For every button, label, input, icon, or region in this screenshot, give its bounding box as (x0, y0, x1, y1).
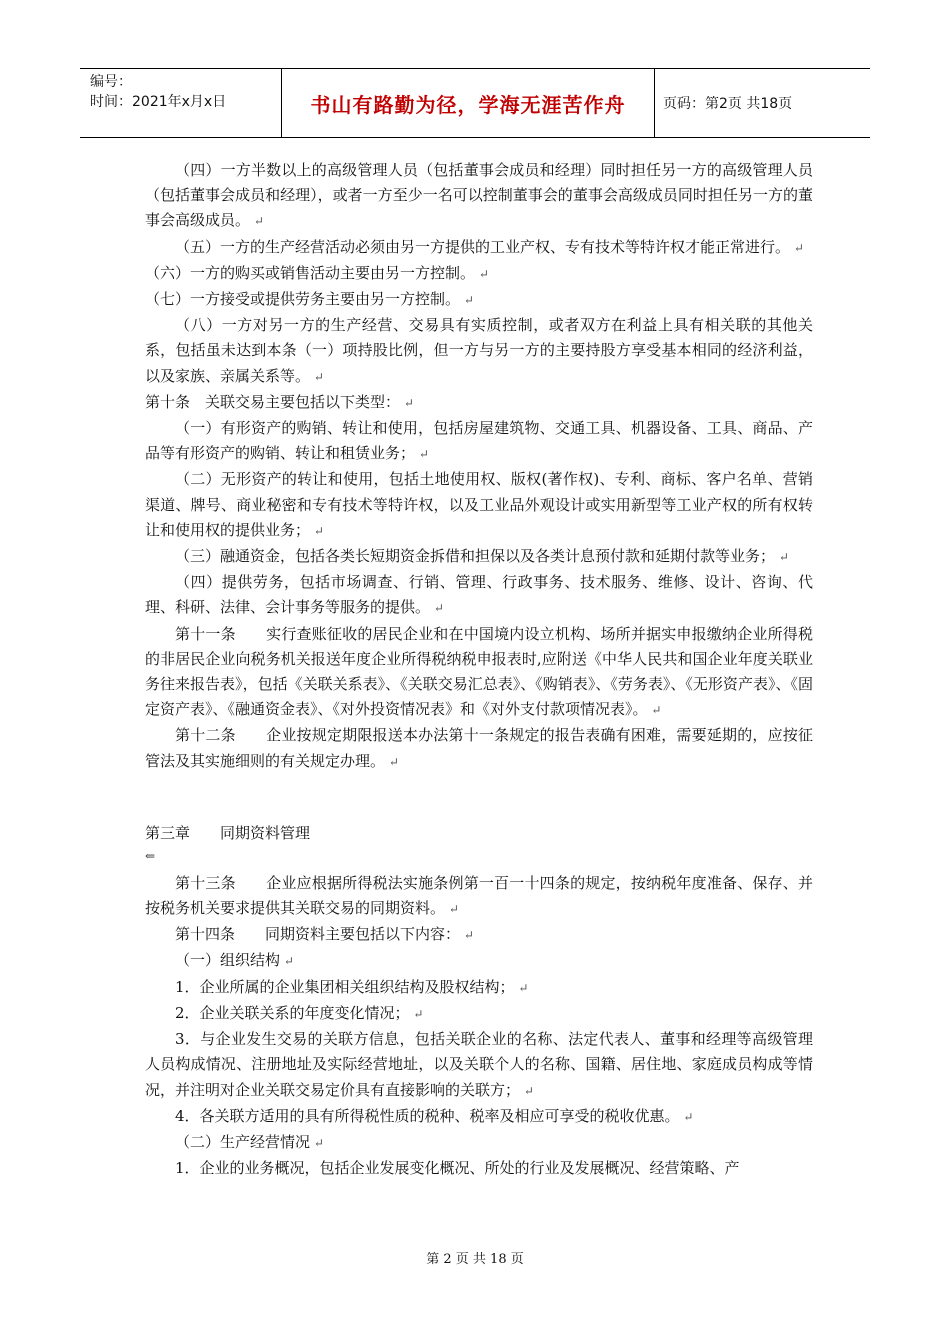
list-item: 4．各关联方适用的具有所得税性质的税种、税率及相应可享受的税收优惠。 ↵ (145, 1104, 813, 1130)
header-page-info: 页码：第2页 共18页 (663, 96, 793, 112)
document-number-label: 编号： (90, 74, 132, 90)
section-gap (145, 775, 813, 821)
header-meta (80, 69, 282, 137)
paragraph: 第十三条 企业应根据所得税法实施条例第一百一十四条的规定，按纳税年度准备、保存、并按税务机关要求提供其关联交易的同期资料。 ↵ (145, 871, 813, 922)
paragraph: （四）提供劳务，包括市场调查、行销、管理、行政事务、技术服务、维修、设计、咨询、代理、科研、法律、会计事务等服务的提供。 ↵ (145, 570, 813, 621)
list-item: 3．与企业发生交易的关联方信息，包括关联企业的名称、法定代表人、董事和经理等高级管理人员构成情况、注册地址及实际经营地址，以及关联个人的名称、国籍、居住地、家庭成员构成等情况，并注明对企业关联交易定价具有直接影响的关联方； ↵ (145, 1027, 813, 1104)
document-date: 时间：2021年x月x日 (90, 94, 227, 110)
paragraph: 第十一条 实行查账征收的居民企业和在中国境内设立机构、场所并据实申报缴纳企业所得税的非居民企业向税务机关报送年度企业所得税纳税申报表时,应附送《中华人民共和国企业年度关联业务往来报告表》，包括《关联关系表》、《关联交易汇总表》、《购销表》、《劳务表》、《无形资产表》、《固定资产表》、《融通资金表》、《对外投资情况表》和《对外支付款项情况表》。 ↵ (145, 622, 813, 724)
list-heading: （一）组织结构 ↵ (145, 948, 813, 974)
list-item: 1．企业所属的企业集团相关组织结构及股权结构； ↵ (145, 975, 813, 1001)
section-break-mark: ⇐ (145, 848, 156, 863)
paragraph: 第十二条 企业按规定期限报送本办法第十一条规定的报告表确有困难，需要延期的，应按征管法及其实施细则的有关规定办理。 ↵ (145, 723, 813, 774)
list-item: 2．企业关联关系的年度变化情况； ↵ (145, 1001, 813, 1027)
paragraph: （四）一方半数以上的高级管理人员（包括董事会成员和经理）同时担任另一方的高级管理人员（包括董事会成员和经理），或者一方至少一名可以控制董事会的董事会高级成员同时担任另一方的董事会高级成员。 ↵ (145, 158, 813, 235)
paragraph: （三）融通资金，包括各类长短期资金拆借和担保以及各类计息预付款和延期付款等业务； ↵ (145, 544, 813, 570)
paragraph: （八）一方对另一方的生产经营、交易具有实质控制，或者双方在利益上具有相关联的其他关系，包括虽未达到本条（一）项持股比例，但一方与另一方的主要持股方享受基本相同的经济利益，以及家族、亲属关系等。 ↵ (145, 313, 813, 390)
paragraph: （二）无形资产的转让和使用，包括土地使用权、版权(著作权)、专利、商标、客户名单、营销渠道、牌号、商业秘密和专有技术等特许权，以及工业品外观设计或实用新型等工业产权的所有权转让和使用权的提供业务； ↵ (145, 467, 813, 544)
paragraph: （五）一方的生产经营活动必须由另一方提供的工业产权、专有技术等特许权才能正常进行。 ↵ (145, 235, 813, 261)
chapter-title: 第三章 同期资料管理 (145, 823, 311, 842)
list-heading: （二）生产经营情况 ↵ (145, 1130, 813, 1156)
paragraph: （七）一方接受或提供劳务主要由另一方控制。 ↵ (145, 287, 813, 313)
list-item: 1．企业的业务概况，包括企业发展变化概况、所处的行业及发展概况、经营策略、产 (175, 1159, 740, 1178)
page-header (80, 68, 870, 138)
document-body (145, 158, 813, 1181)
page-footer: 第 2 页 共 18 页 (426, 1252, 524, 1267)
paragraph: （六）一方的购买或销售活动主要由另一方控制。 ↵ (145, 261, 813, 287)
article-heading: 第十四条 同期资料主要包括以下内容： ↵ (145, 922, 813, 948)
article-heading: 第十条 关联交易主要包括以下类型： ↵ (145, 390, 813, 416)
header-motto: 书山有路勤为径，学海无涯苦作舟 (282, 69, 655, 137)
paragraph: （一）有形资产的购销、转让和使用，包括房屋建筑物、交通工具、机器设备、工具、商品、产品等有形资产的购销、转让和租赁业务； ↵ (145, 416, 813, 467)
